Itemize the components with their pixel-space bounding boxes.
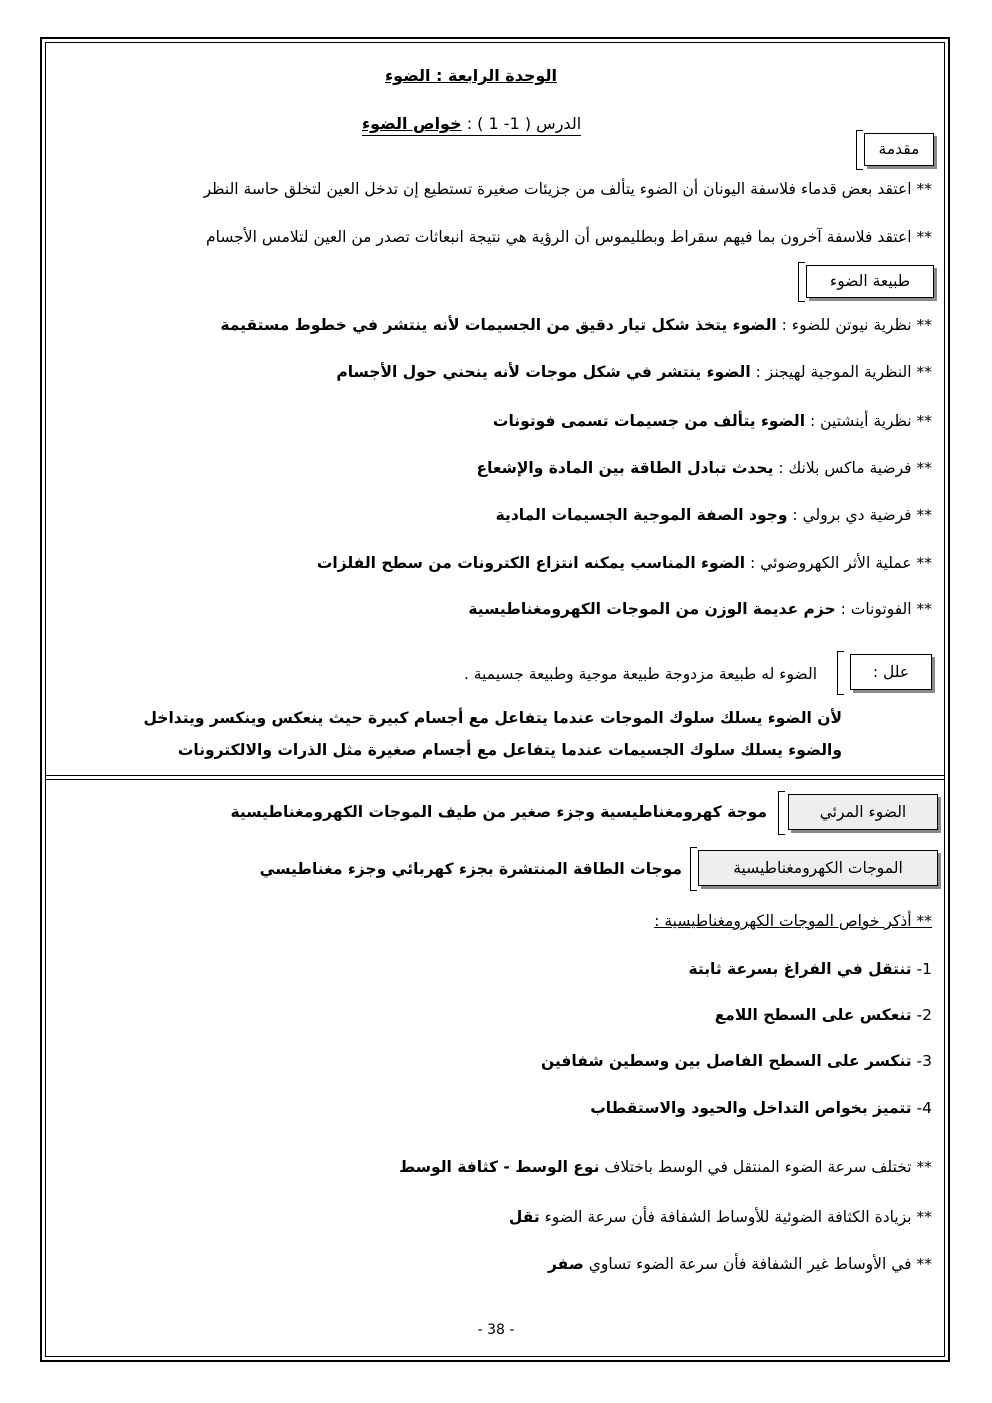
theory-label: ** فرضية ماكس بلانك : xyxy=(778,459,932,477)
explain-answer-1: لأن الضوء يسلك سلوك الموجات عندما يتفاعل مع أجسام كبيرة حيث ينعكس وينكسر ويتداخل xyxy=(143,709,842,727)
lesson-title xyxy=(362,114,581,136)
intro-box: مقدمة xyxy=(864,133,934,166)
speed-note-bold: صفر xyxy=(548,1255,584,1273)
speed-note-bold: تقل xyxy=(508,1208,540,1226)
box-bracket xyxy=(856,130,863,170)
speed-note xyxy=(509,1206,932,1228)
theory-einstein xyxy=(493,410,932,432)
property-item xyxy=(715,1004,932,1026)
speed-note-text: ** بزيادة الكثافة الضوئية للأوساط الشفافة فأن سرعة الضوء xyxy=(544,1208,932,1226)
lesson-prefix: الدرس ( 1- 1 ) : xyxy=(466,114,582,133)
properties-heading: ** أذكر خواص الموجات الكهرومغناطيسية : xyxy=(654,912,932,930)
theory-text: يحدث تبادل الطاقة بين المادة والإشعاع xyxy=(476,459,774,477)
section-divider xyxy=(45,775,945,776)
theory-text: الضوء المناسب يمكنه انتزاع الكترونات من سطح الفلزات xyxy=(316,554,746,572)
theory-text: الضوء يتخذ شكل تيار دقيق من الجسيمات لأنه ينتشر في خطوط مستقيمة xyxy=(220,316,777,334)
theory-label: ** نظرية أينشتين : xyxy=(810,412,932,430)
property-text: تتميز بخواص التداخل والحيود والاستقطاب xyxy=(590,1099,912,1117)
theory-text: الضوء يتألف من جسيمات تسمى فوتونات xyxy=(492,412,806,430)
property-item xyxy=(541,1050,932,1072)
property-number: 2- xyxy=(916,1006,932,1024)
theory-planck xyxy=(476,457,932,479)
property-text: تنتقل في الفراغ بسرعة ثابتة xyxy=(688,960,912,978)
speed-note-text: ** في الأوساط غير الشفافة فأن سرعة الضوء تساوي xyxy=(583,1255,932,1273)
em-waves-box: الموجات الكهرومغناطيسية xyxy=(698,850,938,886)
theory-text: وجود الصفة الموجية الجسيمات المادية xyxy=(495,506,788,524)
nature-box: طبيعة الضوء xyxy=(806,265,934,298)
theory-photoelectric xyxy=(317,552,932,574)
visible-light-box: الضوء المرئي xyxy=(788,794,938,830)
speed-note xyxy=(399,1156,932,1178)
theory-photons xyxy=(468,598,932,620)
property-item xyxy=(590,1097,932,1119)
theory-label: ** فرضية دي برولي : xyxy=(792,506,932,524)
theory-label: ** الفوتونات : xyxy=(840,600,932,618)
property-number: 3- xyxy=(916,1052,932,1070)
explain-answer-2: والضوء يسلك سلوك الجسيمات عندما يتفاعل مع أجسام صغيرة مثل الذرات والالكترونات xyxy=(177,741,842,759)
theory-label: ** عملية الأثر الكهروضوئي : xyxy=(750,554,932,572)
explain-box: علل : xyxy=(850,654,932,690)
property-number: 4- xyxy=(916,1099,932,1117)
property-number: 1- xyxy=(916,960,932,978)
lesson-name: خواص الضوء xyxy=(362,114,462,133)
em-waves-definition: موجات الطاقة المنتشرة بجزء كهربائي وجزء مغناطيسي xyxy=(259,860,682,878)
box-bracket xyxy=(837,651,844,695)
property-item xyxy=(688,958,932,980)
property-text: تنكسر على السطح الفاصل بين وسطين شفافين xyxy=(540,1052,912,1070)
theory-debroglie xyxy=(496,504,932,526)
speed-note xyxy=(548,1253,932,1275)
box-bracket xyxy=(690,847,697,891)
speed-note-bold: نوع الوسط - كثافة الوسط xyxy=(399,1158,600,1176)
theory-label: ** نظرية نيوتن للضوء : xyxy=(781,316,932,334)
theory-huygens xyxy=(336,361,932,383)
explain-question: الضوء له طبيعة مزدوجة طبيعة موجية وطبيعة جسيمية . xyxy=(463,665,817,683)
page-number: - 38 - xyxy=(477,1322,515,1338)
theory-text: الضوء ينتشر في شكل موجات لأنه ينحني حول الأجسام xyxy=(336,363,751,381)
intro-line-1: ** اعتقد بعض قدماء فلاسفة اليونان أن الضوء يتألف من جزيئات صغيرة تستطيع إن تدخل العين لتخلق حاسة النظر xyxy=(203,180,932,198)
theory-newton xyxy=(220,314,932,336)
theory-label: ** النظرية الموجية لهيجنز : xyxy=(755,363,932,381)
box-bracket xyxy=(778,791,785,835)
visible-light-definition: موجة كهرومغناطيسية وجزء صغير من طيف الموجات الكهرومغناطيسية xyxy=(230,803,767,821)
section-divider xyxy=(45,779,945,780)
intro-line-2: ** اعتقد فلاسفة آخرون بما فيهم سقراط وبطليموس أن الرؤية هي نتيجة انبعاثات تصدر من العين لتلامس الأجسام xyxy=(206,228,932,246)
box-bracket xyxy=(798,262,805,302)
unit-title: الوحدة الرابعة : الضوء xyxy=(385,66,557,85)
speed-note-text: ** تختلف سرعة الضوء المنتقل في الوسط باختلاف xyxy=(604,1158,932,1176)
property-text: تنعكس على السطح اللامع xyxy=(714,1006,912,1024)
theory-text: حزم عديمة الوزن من الموجات الكهرومغناطيسية xyxy=(468,600,836,618)
